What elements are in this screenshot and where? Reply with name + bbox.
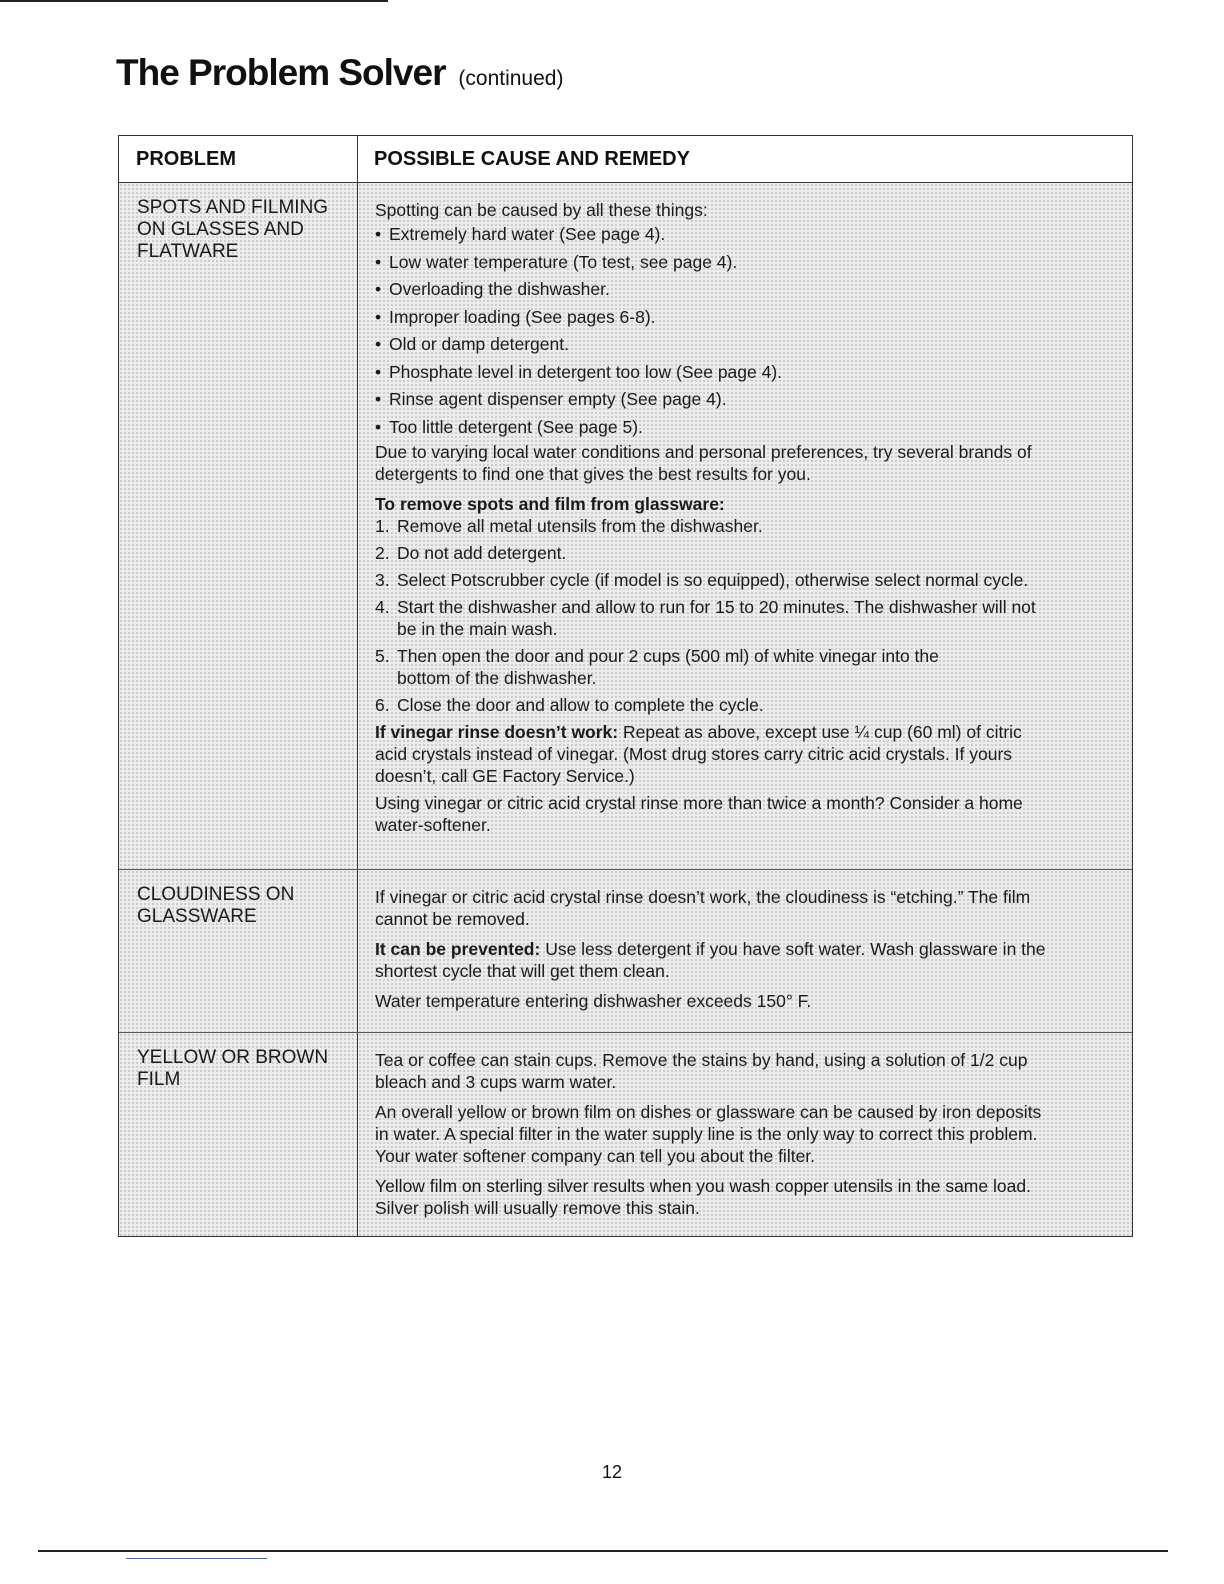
prevention-text: shortest cycle that will get them clean. (375, 961, 670, 981)
problem-label-line: YELLOW OR BROWN (137, 1047, 329, 1068)
step-item: 1. Remove all metal utensils from the dishwasher. (375, 516, 763, 536)
cause-bullet: • Too little detergent (See page 5). (375, 414, 1114, 442)
vinegar-rinse-label: If vinegar rinse doesn’t work: (375, 722, 619, 742)
step-item: 4. Start the dishwasher and allow to run for 15 to 20 minutes. The dishwasher will not be in the main wash. (375, 597, 1036, 639)
cause-bullet: • Extremely hard water (See page 4). (375, 221, 1114, 249)
tea-stain-text: bleach and 3 cups warm water. (375, 1072, 617, 1092)
varying-conditions-text: detergents to find one that gives the best results for you. (375, 464, 811, 484)
problem-label-line: ON GLASSES AND (137, 219, 304, 240)
iron-deposit-text: in water. A special filter in the water supply line is the only way to correct this problem. (375, 1124, 1038, 1144)
bottom-link-underline (126, 1558, 267, 1559)
problem-cell-yellow-film (119, 1033, 358, 1236)
remove-spots-heading: To remove spots and film from glassware: (375, 494, 725, 514)
etching-text: cannot be removed. (375, 909, 530, 929)
bullet-dot-icon: • (375, 334, 382, 354)
bullet-dot-icon: • (375, 361, 382, 382)
page-title-main: The Problem Solver (116, 52, 446, 93)
tea-stain-text: Tea or coffee can stain cups. Remove the stains by hand, using a solution of 1/2 cup (375, 1050, 1028, 1070)
step-item: 5. Then open the door and pour 2 cups (500 ml) of white vinegar into the bottom of the dishwasher. (375, 646, 939, 688)
step-item: 6. Close the door and allow to complete the cycle. (375, 695, 764, 715)
water-softener-text: water-softener. (375, 815, 491, 835)
silver-film-text: Yellow film on sterling silver results when you wash copper utensils in the same load. (375, 1176, 1031, 1196)
bullet-dot-icon: • (375, 251, 382, 272)
table-header-row (119, 136, 1132, 183)
etching-text: If vinegar or citric acid crystal rinse doesn’t work, the cloudiness is “etching.” The film (375, 887, 1031, 907)
cause-bullet: • Old or damp detergent. (375, 331, 1114, 359)
cause-bullet: • Phosphate level in detergent too low (See page 4). (375, 359, 1114, 387)
step-item: 2. Do not add detergent. (375, 543, 567, 563)
cause-bullet: • Rinse agent dispenser empty (See page 4). (375, 386, 1114, 414)
table-row-cloudiness (119, 869, 1132, 1032)
cause-bullet: • Low water temperature (To test, see page 4). (375, 249, 1114, 277)
page-number: 12 (601, 1462, 623, 1482)
prevention-text: It can be prevented: Use less detergent if you have soft water. Wash glassware in the (375, 939, 1046, 959)
top-rule (0, 0, 388, 2)
vinegar-rinse-text: doesn’t, call GE Factory Service.) (375, 766, 635, 786)
problem-cell-cloudiness (119, 870, 358, 1032)
water-softener-text: Using vinegar or citric acid crystal rinse more than twice a month? Consider a home (375, 793, 1023, 813)
varying-conditions-text: Due to varying local water conditions and personal preferences, try several brands of (375, 442, 1032, 462)
iron-deposit-text: An overall yellow or brown film on dishes or glassware can be caused by iron deposits (375, 1102, 1042, 1122)
header-problem: PROBLEM (119, 136, 358, 182)
bottom-rule (38, 1550, 1168, 1552)
bullet-dot-icon: • (375, 279, 382, 299)
problem-cell-spots (119, 183, 358, 869)
header-remedy: POSSIBLE CAUSE AND REMEDY (374, 147, 690, 170)
remedy-cell-cloudiness (358, 870, 1132, 1032)
bullet-dot-icon: • (375, 389, 382, 409)
remedy-cell-yellow-film (358, 1033, 1132, 1236)
cause-bullet: • Improper loading (See pages 6-8). (375, 304, 1114, 332)
temperature-text: Water temperature entering dishwasher exceeds 150° F. (375, 991, 812, 1011)
cause-bullet: • Overloading the dishwasher. (375, 276, 1114, 304)
silver-film-text: Silver polish will usually remove this stain. (375, 1198, 700, 1218)
vinegar-rinse-text: acid crystals instead of vinegar. (Most drug stores carry citric acid crystals. If yours (375, 744, 1013, 764)
remedy-cell-spots (358, 183, 1132, 869)
problem-label-line: SPOTS AND FILMING (137, 197, 329, 218)
problem-label-line: CLOUDINESS ON (137, 884, 295, 905)
iron-deposit-text: Your water softener company can tell you about the filter. (375, 1146, 816, 1166)
page-title-suffix: (continued) (458, 67, 564, 90)
problem-label-line: FLATWARE (137, 241, 239, 262)
step-item: 3. Select Potscrubber cycle (if model is so equipped), otherwise select normal cycle. (375, 570, 1029, 590)
bullet-dot-icon: • (375, 224, 382, 244)
bullet-dot-icon: • (375, 416, 382, 437)
problem-label-line: GLASSWARE (137, 906, 257, 927)
problem-label-line: FILM (137, 1069, 181, 1090)
spotting-intro: Spotting can be caused by all these things: (375, 200, 708, 220)
table-row-yellow-film (119, 1032, 1132, 1236)
table-row-spots (119, 183, 1132, 869)
vinegar-rinse-text: If vinegar rinse doesn’t work: Repeat as above, except use ¼ cup (60 ml) of citric (375, 722, 1022, 742)
problem-solver-table (118, 135, 1133, 1237)
bullet-dot-icon: • (375, 306, 382, 327)
prevention-label: It can be prevented: (375, 939, 541, 959)
page-title (116, 52, 563, 94)
